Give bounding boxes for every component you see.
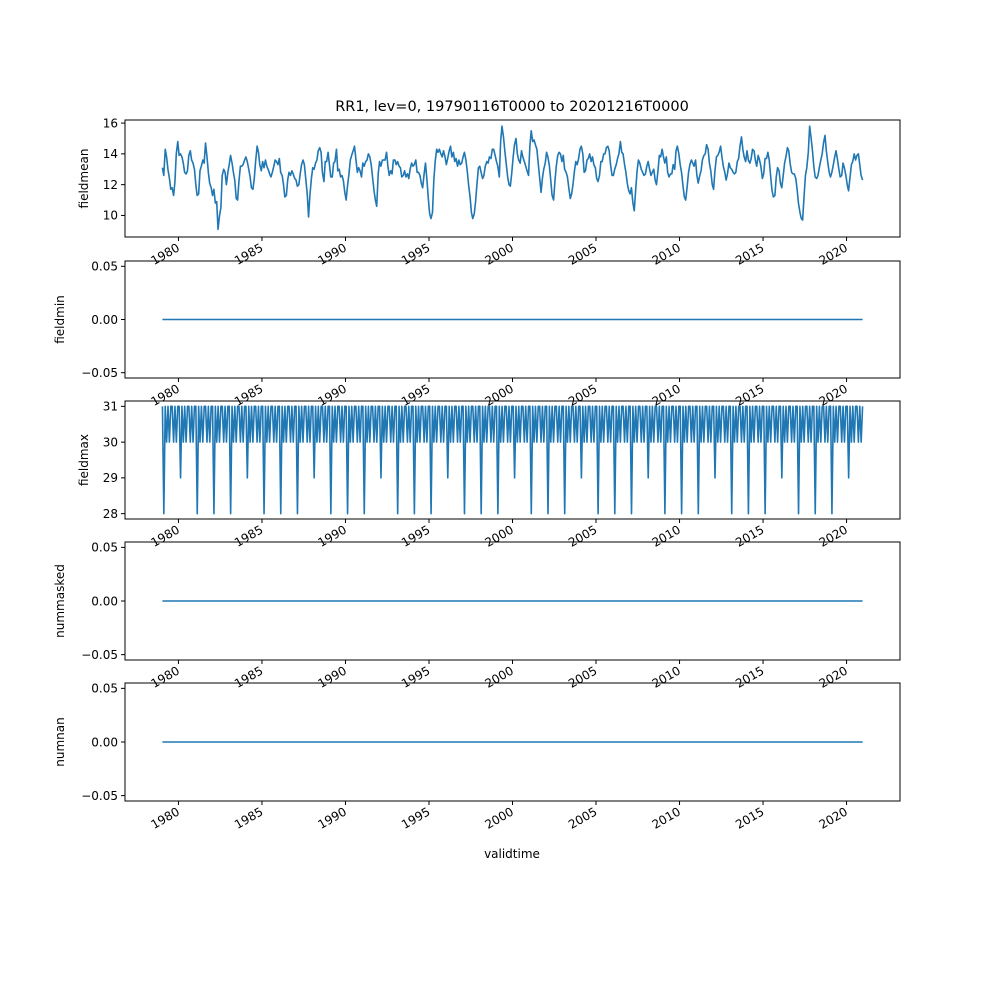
nummasked-y-tick-label: −0.05 bbox=[81, 647, 118, 662]
numnan-x-tick-label: 2015 bbox=[733, 804, 767, 832]
numnan-y-axis-label: numnan bbox=[53, 717, 67, 767]
numnan-x-tick-label: 2000 bbox=[482, 804, 516, 832]
fieldmean-x-tick-label: 1990 bbox=[315, 240, 349, 268]
fieldmin-x-tick-label: 2015 bbox=[733, 381, 767, 409]
numnan-x-tick-label: 2020 bbox=[816, 804, 851, 832]
fieldmean-y-tick-label: 12 bbox=[102, 177, 118, 192]
fieldmax-x-tick-label: 2005 bbox=[566, 522, 600, 550]
fieldmin-x-tick-label: 2005 bbox=[566, 381, 600, 409]
nummasked-y-tick-label: 0.00 bbox=[91, 594, 118, 609]
nummasked-x-tick-label: 2010 bbox=[649, 663, 684, 691]
numnan-x-tick-label: 2010 bbox=[649, 804, 684, 832]
nummasked-x-tick-label: 1980 bbox=[148, 663, 182, 691]
fieldmean-x-tick-label: 1980 bbox=[148, 240, 182, 268]
fieldmin-x-tick-label: 1980 bbox=[148, 381, 182, 409]
fieldmax-x-tick-label: 2020 bbox=[816, 522, 851, 550]
fieldmean-x-tick-label: 2000 bbox=[482, 240, 516, 268]
fieldmin-x-tick-label: 1985 bbox=[232, 381, 266, 409]
fieldmin-x-tick-label: 2010 bbox=[649, 381, 684, 409]
fieldmin-y-axis-label: fieldmin bbox=[53, 295, 67, 344]
nummasked-y-tick-label: 0.05 bbox=[91, 540, 118, 555]
nummasked-y-axis-label: nummasked bbox=[53, 564, 67, 638]
fieldmean-x-tick-label: 2005 bbox=[566, 240, 600, 268]
numnan-y-tick-label: 0.00 bbox=[91, 735, 118, 750]
fieldmean-x-tick-label: 1995 bbox=[399, 240, 433, 268]
fieldmean-x-tick-label: 2020 bbox=[816, 240, 851, 268]
fieldmean-x-tick-label: 1985 bbox=[232, 240, 266, 268]
fieldmin-x-tick-label: 2000 bbox=[482, 381, 516, 409]
fieldmean-y-tick-label: 14 bbox=[102, 147, 118, 162]
fieldmax-x-tick-label: 1985 bbox=[232, 522, 266, 550]
fieldmean-x-tick-label: 2015 bbox=[733, 240, 767, 268]
numnan-x-tick-label: 2005 bbox=[566, 804, 600, 832]
fieldmin-x-tick-label: 1990 bbox=[315, 381, 349, 409]
nummasked-x-tick-label: 1990 bbox=[315, 663, 349, 691]
fieldmin-y-tick-label: 0.05 bbox=[91, 259, 118, 274]
fieldmin-y-tick-label: −0.05 bbox=[81, 365, 118, 380]
fieldmean-y-tick-label: 16 bbox=[102, 116, 118, 131]
nummasked-x-tick-label: 2015 bbox=[733, 663, 767, 691]
fieldmean-y-tick-label: 10 bbox=[102, 208, 118, 223]
fieldmax-y-tick-label: 30 bbox=[102, 435, 118, 450]
fieldmean-y-axis-label: fieldmean bbox=[77, 148, 91, 209]
fieldmax-x-tick-label: 2015 bbox=[733, 522, 767, 550]
fieldmax-y-tick-label: 28 bbox=[102, 506, 118, 521]
nummasked-x-tick-label: 2005 bbox=[566, 663, 600, 691]
figure-title: RR1, lev=0, 19790116T0000 to 20201216T0000 bbox=[335, 99, 689, 115]
fieldmax-y-tick-label: 29 bbox=[102, 471, 118, 486]
fieldmax-x-tick-label: 1995 bbox=[399, 522, 433, 550]
nummasked-x-tick-label: 2020 bbox=[816, 663, 851, 691]
fieldmin-x-tick-label: 2020 bbox=[816, 381, 851, 409]
numnan-x-tick-label: 1980 bbox=[148, 804, 182, 832]
fieldmax-x-tick-label: 1990 bbox=[315, 522, 349, 550]
fieldmax-x-tick-label: 2000 bbox=[482, 522, 516, 550]
fieldmin-x-tick-label: 1995 bbox=[399, 381, 433, 409]
fieldmin-y-tick-label: 0.00 bbox=[91, 312, 118, 327]
fieldmean-x-tick-label: 2010 bbox=[649, 240, 684, 268]
numnan-x-tick-label: 1985 bbox=[232, 804, 266, 832]
nummasked-x-tick-label: 1995 bbox=[399, 663, 433, 691]
fieldmax-x-tick-label: 2010 bbox=[649, 522, 684, 550]
numnan-x-tick-label: 1995 bbox=[399, 804, 433, 832]
numnan-y-tick-label: −0.05 bbox=[81, 788, 118, 803]
x-axis-label: validtime bbox=[484, 847, 540, 861]
nummasked-x-tick-label: 2000 bbox=[482, 663, 516, 691]
nummasked-x-tick-label: 1985 bbox=[232, 663, 266, 691]
fieldmax-x-tick-label: 1980 bbox=[148, 522, 182, 550]
fieldmax-y-tick-label: 31 bbox=[102, 399, 118, 414]
numnan-x-tick-label: 1990 bbox=[315, 804, 349, 832]
numnan-y-tick-label: 0.05 bbox=[91, 681, 118, 696]
fieldmax-y-axis-label: fieldmax bbox=[77, 433, 91, 487]
